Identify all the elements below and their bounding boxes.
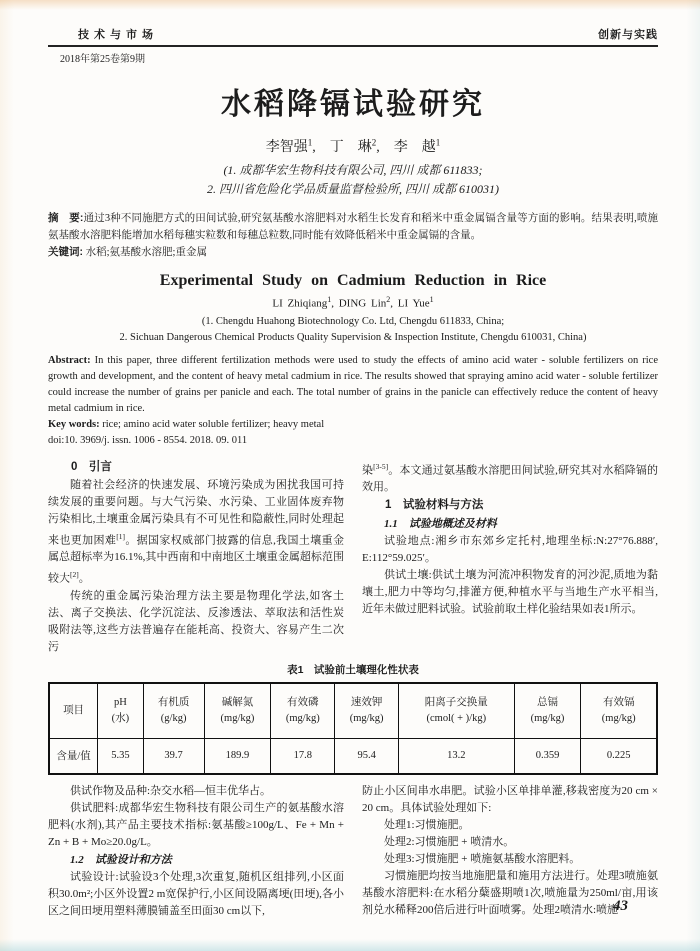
citation-ref: [3-5] [373,461,389,471]
column-unit: (水) [111,712,130,724]
issue-info: 2018年第25卷第9期 [60,54,145,65]
author-affil-sup: 1 [327,295,332,304]
header-cell [49,683,98,739]
soil-properties-table [48,682,658,775]
affiliation-line: (1. Chengdu Huahong Biotechnology Co. Ltd, Chengdu 611833, China; [201,315,505,327]
paper-page [48,26,658,920]
abstract-label-cn: 摘 要: [48,212,84,224]
treatment-item: 处理2:习惯施肥 + 喷清水。 [384,835,515,848]
treatment-item: 处理3:习惯施肥 + 喷施氨基酸水溶肥料。 [384,852,581,865]
affiliations-en [48,314,658,346]
paragraph-text: 随着社会经济的快速发展、环境污染成为困扰我国可持续发展的重要问题。与大气污染、水污染、工业固体废弃物污染相比,土壤重金属污染具有不可见性和隐蔽性,同时处理起来也更加困难 [48,478,344,547]
column-name: 速效钾 [350,696,383,708]
affiliation-line: 2. Sichuan Dangerous Chemical Products Quality Supervision & Inspection Institute, Chengdu 610031, China) [119,331,587,343]
value-cell: 0.225 [581,738,657,774]
section-label: 创新与实践 [598,29,658,41]
paper-title-en: Experimental Study on Cadmium Reduction in Rice [159,272,547,289]
value-cell: 0.359 [514,738,581,774]
journal-name: 技术与市场 [78,29,158,41]
paragraph-text: 。本文通过氨基酸水溶肥田间试验,研究其对水稻降镉的效用。 [362,464,658,494]
body-columns-top [48,458,658,656]
column-name: 有效磷 [287,696,319,708]
author-separator: , [331,297,339,310]
doi-line: doi:10. 3969/j. issn. 1006 - 8554. 2018. 09. 011 [48,434,248,446]
author-name: 李智强 [265,140,308,155]
value-cell: 5.35 [98,738,144,774]
column-name: 有机质 [157,696,190,708]
treatment-item: 处理1:习惯施肥。 [384,818,470,831]
header-cell [581,683,657,739]
paragraph-text: 。 [78,572,90,585]
header-cell [271,683,335,739]
value-cell: 17.8 [271,738,335,774]
body-columns-bottom [48,783,658,920]
method-paragraph: 习惯施肥均按当地施肥量和施用方法进行。处理3喷施氨基酸水溶肥料:在水稻分蘖盛期喷1次,喷施量为250ml/亩,用该剂兑水稀释200倍后进行叶面喷雾。处理2喷清水:喷施 [362,869,658,916]
header-cell [399,683,515,739]
column-unit: (mg/kg) [601,712,636,724]
column-unit: (cmol( + )/kg) [426,712,487,724]
header-cell [335,683,399,739]
author-name: LI Yue [397,297,430,310]
row-label-cell: 含量/值 [49,738,98,774]
left-column [48,458,344,656]
keywords-label-cn: 关键词: [48,246,83,258]
method-paragraph: 试验设计:试验设3个处理,3次重复,随机区组排列,小区面积30.0m²;小区外设置2 m宽保护行,小区间设隔离埂(田埂),各小区之间田埂用塑料薄膜铺盖至田面30 cm以下, [48,870,344,917]
keywords-text-en: rice; amino acid water soluble fertilizer; heavy metal [99,418,325,430]
table-1-block [48,662,658,775]
subsection-heading-site: 1.1 试验地概述及材料 [384,518,497,531]
author-name: 李 越 [393,140,436,155]
header-cell [143,683,204,739]
authors-line-cn [48,136,658,156]
abstract-text-cn: 通过3种不同施肥方式的田间试验,研究氨基酸水溶肥料对水稻生长发育和稻米中重金属镉含量等方面的影响。结果表明,喷施氨基酸水溶肥料能增加水稻每穗实粒数和每穗总粒数,同时能有效降低稻米中重金属镉的含量。 [48,213,658,241]
keywords-text-cn: 水稻;氨基酸水溶肥;重金属 [83,247,207,258]
author-affil-sup: 1 [429,295,434,304]
column-unit: (mg/kg) [349,712,384,724]
keywords-cn [48,244,658,261]
method-paragraph: 试验地点:湘乡市东郊乡定托村,地理坐标:N:27°76.888′, E:112°59.025′。 [362,535,658,565]
keywords-label-en: Key words: [48,418,100,430]
author-name: LI Zhiqiang [272,297,328,310]
method-paragraph: 供试土壤:供试土壤为河流冲积物发育的河沙泥,质地为黏壤土,肥力中等均匀,排灌方便,种植水平与当地生产水平相当,近年未做过肥料试验。试验前取土样化验结果如表1所示。 [362,569,658,616]
method-paragraph: 供试肥料:成都华宏生物科技有限公司生产的氨基酸水溶肥料(水剂),其产品主要技术指标:氨基酸≥100g/L、Fe + Mn + Zn + B + Mo≥20.0g/L。 [48,801,344,848]
table-title: 表1 试验前土壤理化性状表 [287,663,419,676]
intro-paragraph: 传统的重金属污染治理方法主要是物理化学法,如客土法、离子交换法、化学沉淀法、反渗透法、萃取法和活性炭吸附法等,这些方法普遍存在能耗高、投资大、容易产生二次污 [48,589,344,653]
journal-header [48,26,658,47]
column-unit: (g/kg) [160,712,187,724]
table-value-row [49,738,657,774]
citation-ref: [2] [70,570,79,580]
table-header-row [49,683,657,739]
author-separator: , [390,297,398,310]
column-unit: (mg/kg) [285,712,320,724]
value-cell: 39.7 [143,738,204,774]
affiliation-line: 2. 四川省危险化学品质量监督检验所, 四川 成都 610031) [207,182,499,196]
intro-paragraph [48,477,344,588]
column-unit: (mg/kg) [220,712,255,724]
right-column [362,458,658,656]
affiliations-cn [48,161,658,199]
column-name: pH [114,696,127,708]
method-paragraph-continued: 防止小区间串水串肥。试验小区单排单灌,移栽密度为20 cm × 20 cm。具体试验处理如下: [362,784,658,814]
author-affil-sup: 1 [307,137,313,148]
intro-paragraph-continued [362,458,658,497]
author-separator: , [312,140,330,155]
section-heading-intro: 0 引言 [71,460,112,473]
author-name: 丁 琳 [329,140,372,155]
header-cell [98,683,144,739]
abstract-cn [48,210,658,244]
author-affil-sup: 1 [435,137,441,148]
value-cell: 13.2 [399,738,515,774]
value-cell: 189.9 [204,738,271,774]
paragraph-text: 染 [362,464,374,477]
page-number: 43 [613,898,628,914]
author-name: DING Lin [338,297,387,310]
authors-line-en [48,295,658,310]
keywords-en [48,417,658,433]
paper-title-cn: 水稻降镉试验研究 [221,88,485,121]
author-separator: , [376,140,394,155]
section-heading-methods: 1 试验材料与方法 [385,499,484,512]
column-name: 总镉 [537,696,558,708]
citation-ref: [1] [116,531,125,541]
column-name: 有效镉 [602,696,635,708]
method-paragraph: 供试作物及品种:杂交水稻—恒丰优华占。 [70,784,272,797]
abstract-label-en: Abstract: [48,354,91,366]
abstract-text-en: In this paper, three different fertilization methods were used to study the effects of amino acid water - soluble fertilizers on rice growth and development, and the content of heavy metal cadmium in rice. The results showed that spraying amino acid water - soluble fertilizer could increase the number of grains per panicle and each. The total number of grains in the panicle can effectively reduce the content of heavy metal cadmium in rice. [48,354,658,414]
column-name: 项目 [63,704,85,716]
author-affil-sup: 2 [371,137,377,148]
author-affil-sup: 2 [386,295,391,304]
column-name: 阳离子交换量 [424,696,488,708]
column-unit: (mg/kg) [530,712,565,724]
header-cell [204,683,271,739]
header-cell [514,683,581,739]
left-column [48,783,344,920]
column-name: 碱解氮 [221,696,254,708]
paragraph-text: 。据国家权威部门披露的信息,我国土壤重金属总超标率为16.1%,其中西南和中南地区土壤重金属超标范围较大 [48,534,345,585]
affiliation-line: (1. 成都华宏生物科技有限公司, 四川 成都 611833; [223,163,483,177]
abstract-en [48,353,658,417]
subsection-heading-design: 1.2 试验设计和方法 [70,853,172,866]
value-cell: 95.4 [335,738,399,774]
